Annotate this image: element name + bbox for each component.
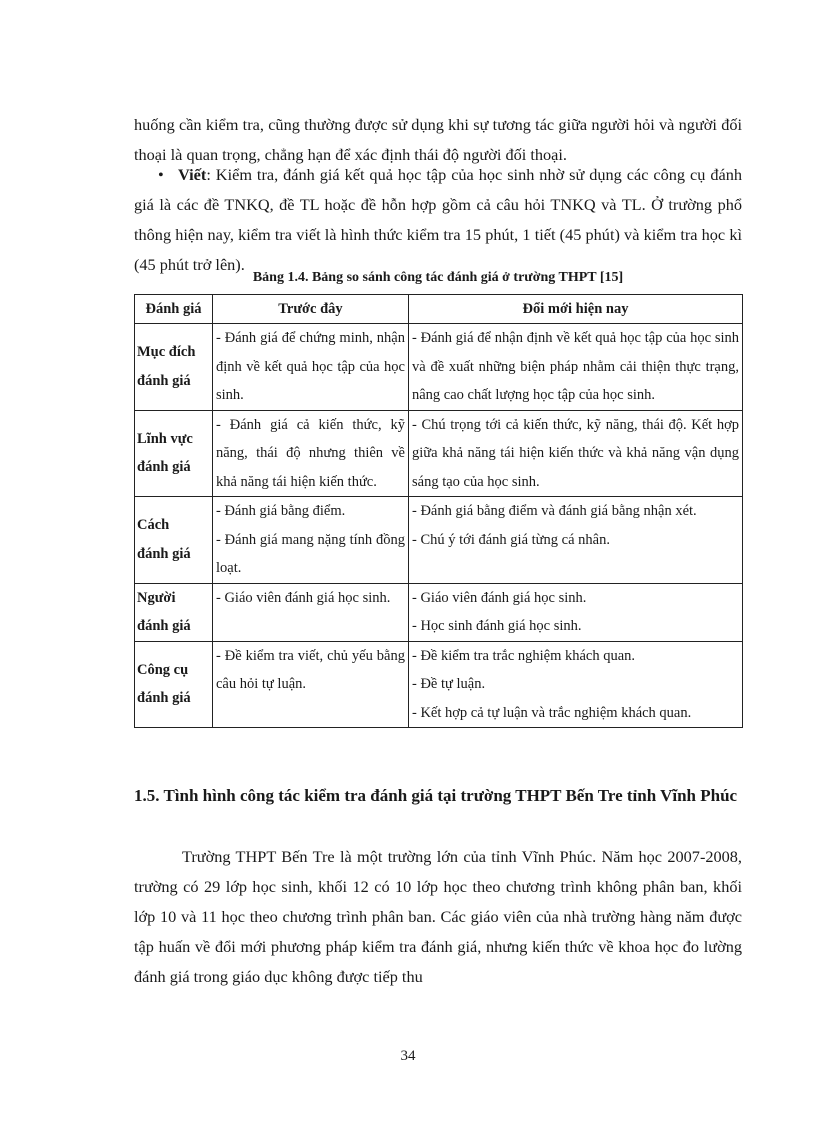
header-criteria: Đánh giá [135, 295, 213, 324]
table-row [135, 324, 743, 411]
bullet-icon: • [158, 165, 164, 184]
now-cell: - Đánh giá bằng điểm và đánh giá bằng nhận xét. - Chú ý tới đánh giá từng cá nhân. [409, 497, 743, 584]
before-cell: - Đánh giá cả kiến thức, kỹ năng, thái độ nhưng thiên về khả năng tái hiện kiến thức. [213, 410, 409, 497]
table-row [135, 641, 743, 728]
table-caption: Bảng 1.4. Bảng so sánh công tác đánh giá ở trường THPT [15] [252, 270, 624, 285]
before-cell: - Đề kiểm tra viết, chủ yếu bằng câu hỏi tự luận. [213, 641, 409, 728]
row-label: Người đánh giá [135, 583, 213, 641]
table-header-row [135, 295, 743, 324]
now-cell: - Giáo viên đánh giá học sinh. - Học sinh đánh giá học sinh. [409, 583, 743, 641]
now-cell: - Chú trọng tới cả kiến thức, kỹ năng, thái độ. Kết hợp giữa khả năng tái hiện kiến thức và khả năng vận dụng sáng tạo của học sinh. [409, 410, 743, 497]
before-cell: - Đánh giá bằng điểm. - Đánh giá mang nặng tính đồng loạt. [213, 497, 409, 584]
row-label: Lĩnh vực đánh giá [135, 410, 213, 497]
now-cell: - Đề kiểm tra trắc nghiệm khách quan. - Đề tự luận. - Kết hợp cả tự luận và trắc nghiệm khách quan. [409, 641, 743, 728]
section-heading: 1.5. Tình hình công tác kiểm tra đánh giá tại trường THPT Bến Tre tỉnh Vĩnh Phúc [134, 786, 738, 805]
row-label: Mục đích đánh giá [135, 324, 213, 411]
bullet-text: : Kiểm tra, đánh giá kết quả học tập của học sinh nhờ sử dụng các công cụ đánh giá là các đề TNKQ, đề TL hoặc đề hỗn hợp gồm cả câu hỏi TNKQ và TL. Ở trường phổ thông hiện nay, kiểm tra viết là hình thức kiểm tra 15 phút, 1 tiết (45 phút) và kiểm tra học kì (45 phút trở lên). [134, 165, 742, 274]
bullet-term: Viết [178, 165, 207, 184]
table-row [135, 410, 743, 497]
before-cell: - Đánh giá để chứng minh, nhận định về kết quả học tập của học sinh. [213, 324, 409, 411]
header-now: Đổi mới hiện nay [409, 295, 743, 324]
table-row [135, 497, 743, 584]
row-label: Công cụ đánh giá [135, 641, 213, 728]
paragraph-intro: huống cần kiểm tra, cũng thường được sử dụng khi sự tương tác giữa người hỏi và người đối thoại là quan trọng, chẳng hạn để xác định thái độ người đối thoại. [134, 115, 742, 164]
comparison-table [134, 294, 743, 728]
table-row [135, 583, 743, 641]
bullet-paragraph [134, 160, 742, 280]
now-cell: - Đánh giá để nhận định về kết quả học tập của học sinh và đề xuất những biện pháp nhằm cải thiện thực trạng, nâng cao chất lượng học tập của học sinh. [409, 324, 743, 411]
paragraph-school: Trường THPT Bến Tre là một trường lớn của tỉnh Vĩnh Phúc. Năm học 2007-2008, trường có 29 lớp học sinh, khối 12 có 10 lớp học theo chương trình không phân ban, khối lớp 10 và 11 học theo chương trình phân ban. Các giáo viên của nhà trường hàng năm được tập huấn về đổi mới phương pháp kiểm tra đánh giá, nhưng kiến thức về khoa học đo lường đánh giá trong giáo dục không được tiếp thu [134, 847, 742, 986]
row-label: Cách đánh giá [135, 497, 213, 584]
header-before: Trước đây [213, 295, 409, 324]
page-number: 34 [400, 1048, 416, 1064]
before-cell: - Giáo viên đánh giá học sinh. [213, 583, 409, 641]
